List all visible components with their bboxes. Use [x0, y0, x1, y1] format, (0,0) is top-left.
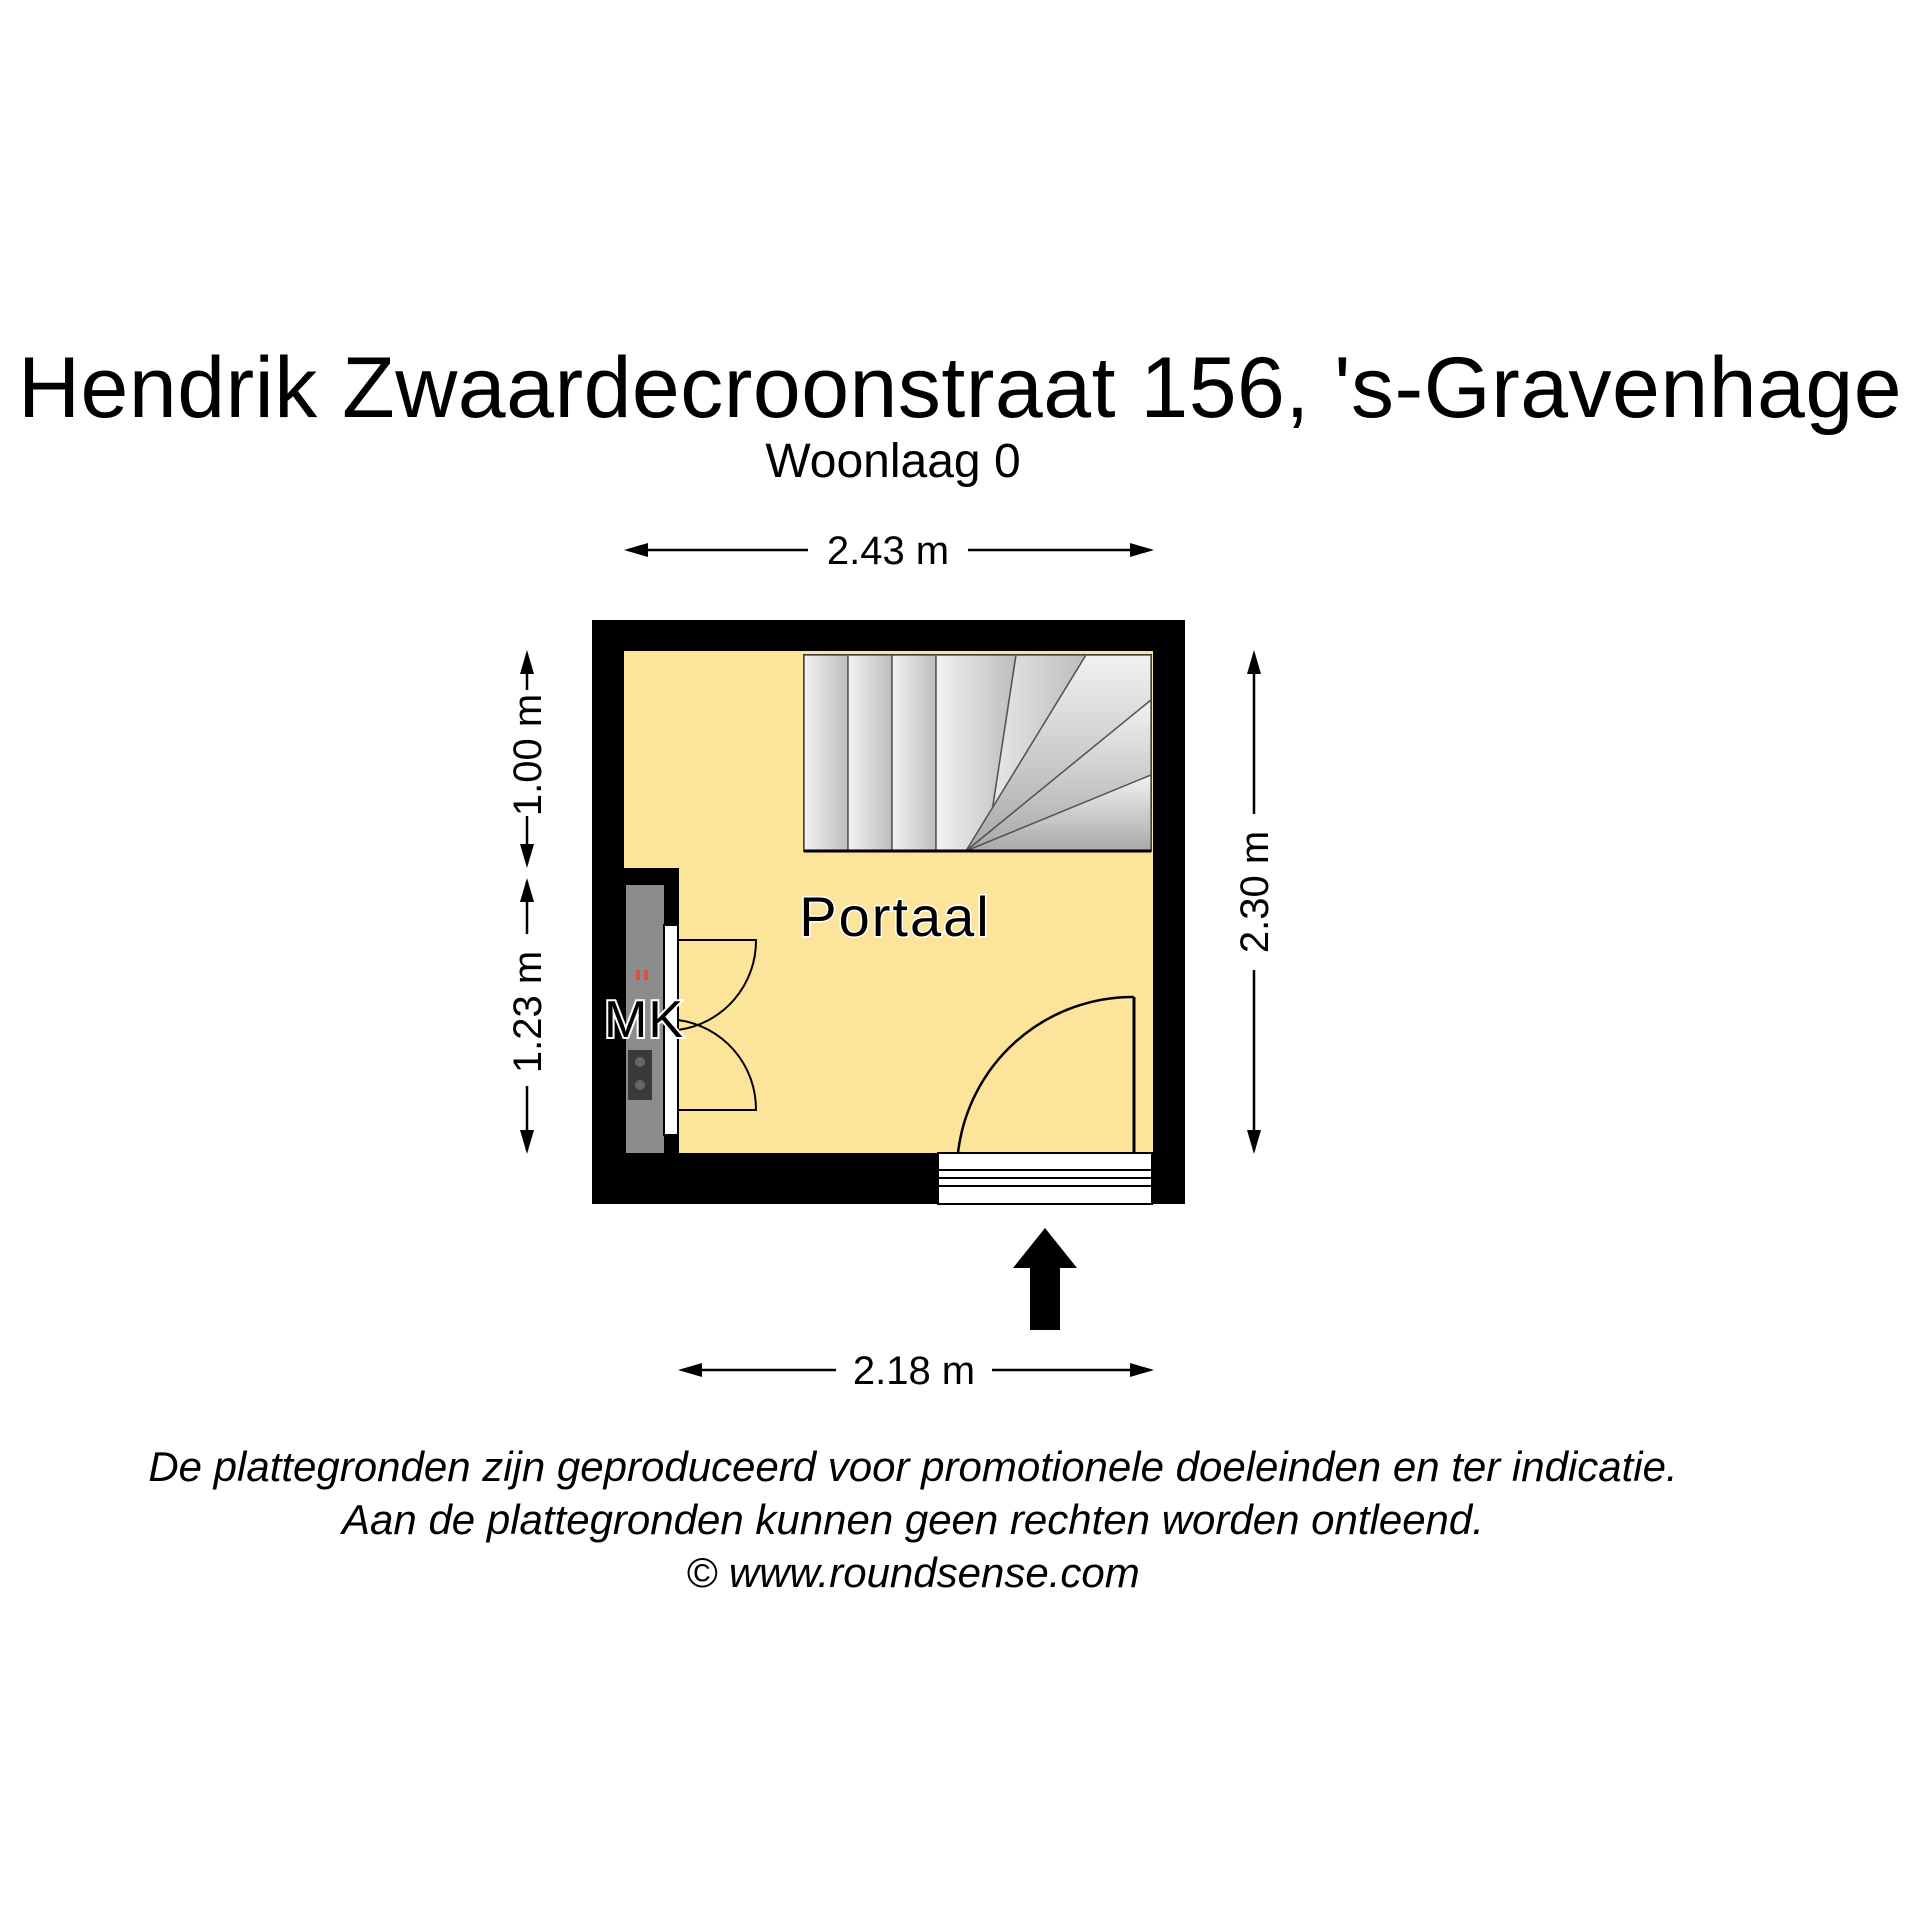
copyright-line: © www.roundsense.com [686, 1549, 1140, 1596]
floor-subtitle: Woonlaag 0 [765, 435, 1021, 488]
arrow-up-icon [1013, 1228, 1077, 1330]
dimension-left-upper-label: 1.00 m [506, 693, 550, 817]
dimension-left-lower-label: 1.23 m [506, 950, 550, 1074]
disclaimer-line-1: De plattegronden zijn geproduceerd voor promotionele doeleinden en ter indicatie. [148, 1443, 1678, 1490]
dimension-right-label: 2.30 m [1233, 830, 1277, 954]
disclaimer [0, 1440, 1826, 1599]
room-label-portaal: Portaal [799, 885, 991, 948]
dimension-bottom-label: 2.18 m [852, 1349, 976, 1393]
cupboard-label-mk: MK [604, 991, 684, 1049]
page-title: Hendrik Zwaardecroonstraat 156, 's-Gravenhage [17, 340, 1903, 436]
dimension-top-label: 2.43 m [826, 529, 950, 573]
staircase [804, 655, 1151, 851]
disclaimer-line-2: Aan de plattegronden kunnen geen rechten worden ontleend. [342, 1496, 1484, 1543]
